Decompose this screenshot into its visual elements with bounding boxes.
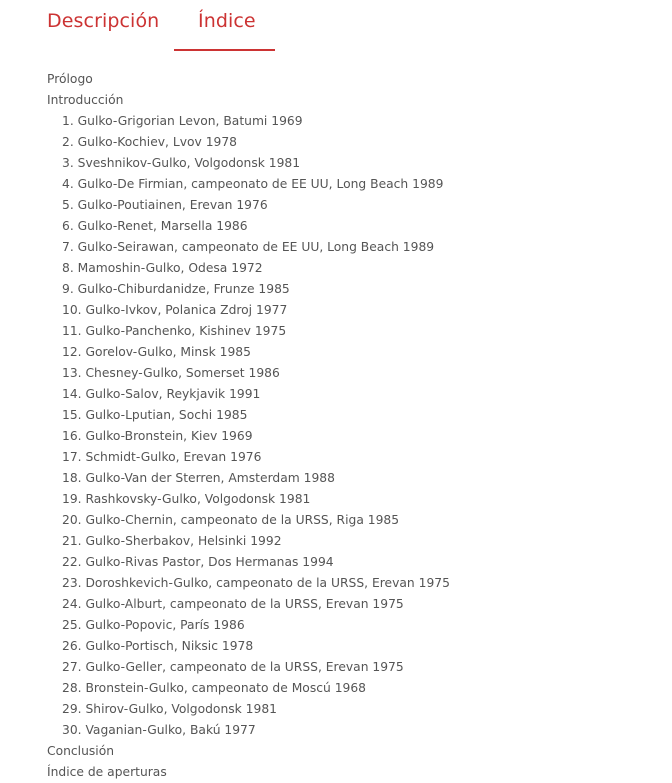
toc-item-game: 8. Mamoshin-Gulko, Odesa 1972 [62, 261, 263, 275]
toc-item-game: 23. Doroshkevich-Gulko, campeonato de la URSS, Erevan 1975 [62, 576, 450, 590]
toc-item-game: 19. Rashkovsky-Gulko, Volgodonsk 1981 [62, 492, 311, 506]
toc-item-game: 26. Gulko-Portisch, Niksic 1978 [62, 639, 254, 653]
table-of-contents [47, 69, 647, 783]
toc-item-game: 14. Gulko-Salov, Reykjavik 1991 [62, 387, 261, 401]
toc-item-game: 3. Sveshnikov-Gulko, Volgodonsk 1981 [62, 156, 301, 170]
toc-item-game: 10. Gulko-Ivkov, Polanica Zdroj 1977 [62, 303, 288, 317]
active-tab-indicator [174, 49, 275, 51]
toc-item-game: 21. Gulko-Sherbakov, Helsinki 1992 [62, 534, 282, 548]
toc-item-game: 20. Gulko-Chernin, campeonato de la URSS, Riga 1985 [62, 513, 400, 527]
tab-bar [0, 0, 672, 52]
toc-item-introduction: Introducción [47, 93, 124, 107]
toc-item-game: 7. Gulko-Seirawan, campeonato de EE UU, Long Beach 1989 [62, 240, 435, 254]
toc-item-game: 17. Schmidt-Gulko, Erevan 1976 [62, 450, 262, 464]
tab-index-label: Índice [198, 10, 256, 32]
toc-item-game: 6. Gulko-Renet, Marsella 1986 [62, 219, 248, 233]
toc-item-game: 27. Gulko-Geller, campeonato de la URSS, Erevan 1975 [62, 660, 404, 674]
toc-item-game: 15. Gulko-Lputian, Sochi 1985 [62, 408, 248, 422]
toc-item-game: 16. Gulko-Bronstein, Kiev 1969 [62, 429, 253, 443]
toc-item-game: 25. Gulko-Popovic, París 1986 [62, 618, 245, 632]
toc-item-game: 9. Gulko-Chiburdanidze, Frunze 1985 [62, 282, 290, 296]
toc-item-conclusion: Conclusión [47, 744, 115, 758]
toc-item-game: 18. Gulko-Van der Sterren, Amsterdam 1988 [62, 471, 335, 485]
tab-description[interactable] [47, 0, 160, 52]
toc-item-game: 2. Gulko-Kochiev, Lvov 1978 [62, 135, 237, 149]
toc-item-game: 13. Chesney-Gulko, Somerset 1986 [62, 366, 280, 380]
toc-item-game: 30. Vaganian-Gulko, Bakú 1977 [62, 723, 256, 737]
toc-item-game: 5. Gulko-Poutiainen, Erevan 1976 [62, 198, 268, 212]
toc-item-game: 22. Gulko-Rivas Pastor, Dos Hermanas 1994 [62, 555, 334, 569]
toc-item-game: 29. Shirov-Gulko, Volgodonsk 1981 [62, 702, 277, 716]
tab-index[interactable] [174, 0, 275, 52]
toc-item-game: 28. Bronstein-Gulko, campeonato de Moscú 1968 [62, 681, 366, 695]
toc-item-game: 4. Gulko-De Firmian, campeonato de EE UU, Long Beach 1989 [62, 177, 444, 191]
tab-description-label: Descripción [47, 10, 160, 32]
toc-item-game: 12. Gorelov-Gulko, Minsk 1985 [62, 345, 251, 359]
toc-item-prologue: Prólogo [47, 72, 93, 86]
toc-item-game: 1. Gulko-Grigorian Levon, Batumi 1969 [62, 114, 303, 128]
toc-item-openings-index: Índice de aperturas [47, 765, 167, 779]
toc-item-game: 11. Gulko-Panchenko, Kishinev 1975 [62, 324, 287, 338]
toc-item-game: 24. Gulko-Alburt, campeonato de la URSS, Erevan 1975 [62, 597, 404, 611]
